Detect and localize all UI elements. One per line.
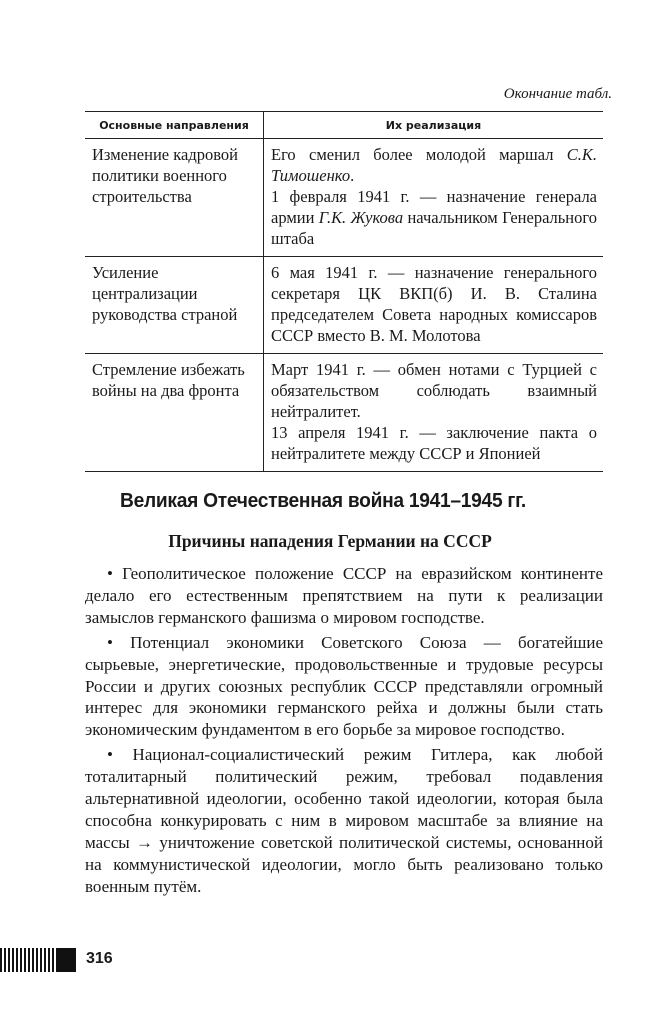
realization-item [271, 262, 597, 346]
direction-cell: Стремление избежать войны на два фронта [85, 354, 264, 472]
realization-item [271, 359, 597, 422]
header-directions: Основные направления [85, 112, 264, 139]
realization-item [271, 422, 597, 464]
realization-text: . [350, 166, 355, 185]
direction-cell: Усиление централизации руководства страной [85, 257, 264, 354]
table-continuation-label: Окончание табл. [503, 86, 612, 102]
realization-item [271, 144, 597, 186]
realization-item [271, 186, 597, 249]
realization-text: Март 1941 г. — обмен нотами с Турцией с обязательством соблюдать взаимный нейтралитет. [271, 360, 597, 421]
realization-text: начальником Генерального штаба [271, 208, 597, 248]
page-number: 316 [86, 950, 113, 967]
realization-text: Его сменил более молодой маршал [271, 145, 567, 164]
header-realization: Их реализация [264, 112, 604, 139]
body-text [85, 563, 603, 901]
paragraph-geopolitics: • Геополитическое положение СССР на евразийском континенте делало его естественным препятствием на пути к реализации замыслов германского фашизма о мировом господстве. [85, 564, 603, 627]
table-body [85, 139, 603, 472]
subsection-title: Причины нападения Германии на СССР [168, 531, 492, 551]
person-name: Г.К. Жукова [318, 208, 404, 227]
table-row [85, 354, 603, 472]
realization-cell [264, 354, 604, 472]
footer-barcode-decoration [0, 948, 76, 972]
realization-cell [264, 257, 604, 354]
realization-text: 13 апреля 1941 г. — заключение пакта о нейтралитете между СССР и Японией [271, 423, 597, 463]
table-row [85, 257, 603, 354]
table-header-row [85, 112, 603, 139]
person-name: С.К. Тимошенко [271, 145, 597, 185]
realization-text: 6 мая 1941 г. — назначение генерального секретаря ЦК ВКП(б) И. В. Сталина председателем Совета народных комиссаров СССР вместо В. М. Молотова [271, 263, 597, 345]
realization-text: 1 февраля 1941 г. — назначение генерала армии [271, 187, 597, 227]
paragraph-economy: • Потенциал экономики Советского Союза — богатейшие сырьевые, энергетические, продовольственные и трудовые ресурсы России и других союзных республик СССР представляли огромный интерес для экономики германского рейха и должны были стать экономическим фундаментом в его борьбе за мировое господство. [85, 632, 603, 740]
paragraph-ideology: • Национал-социалистический режим Гитлера, как любой тоталитарный политический режим, требовал подавления альтернативной идеологии, особенно такой идеологии, которая была способна конкурировать с ним в мировом масштабе за влияние на массы → уничтожение советской политической системы, основанной на коммунистической идеологии, могло быть реализовано только военным путём. [85, 745, 603, 896]
measures-table [85, 111, 603, 472]
direction-cell: Изменение кадровой политики военного строительства [85, 139, 264, 257]
table-row [85, 139, 603, 257]
realization-cell [264, 139, 604, 257]
section-title: Великая Отечественная война 1941–1945 гг. [120, 490, 526, 512]
